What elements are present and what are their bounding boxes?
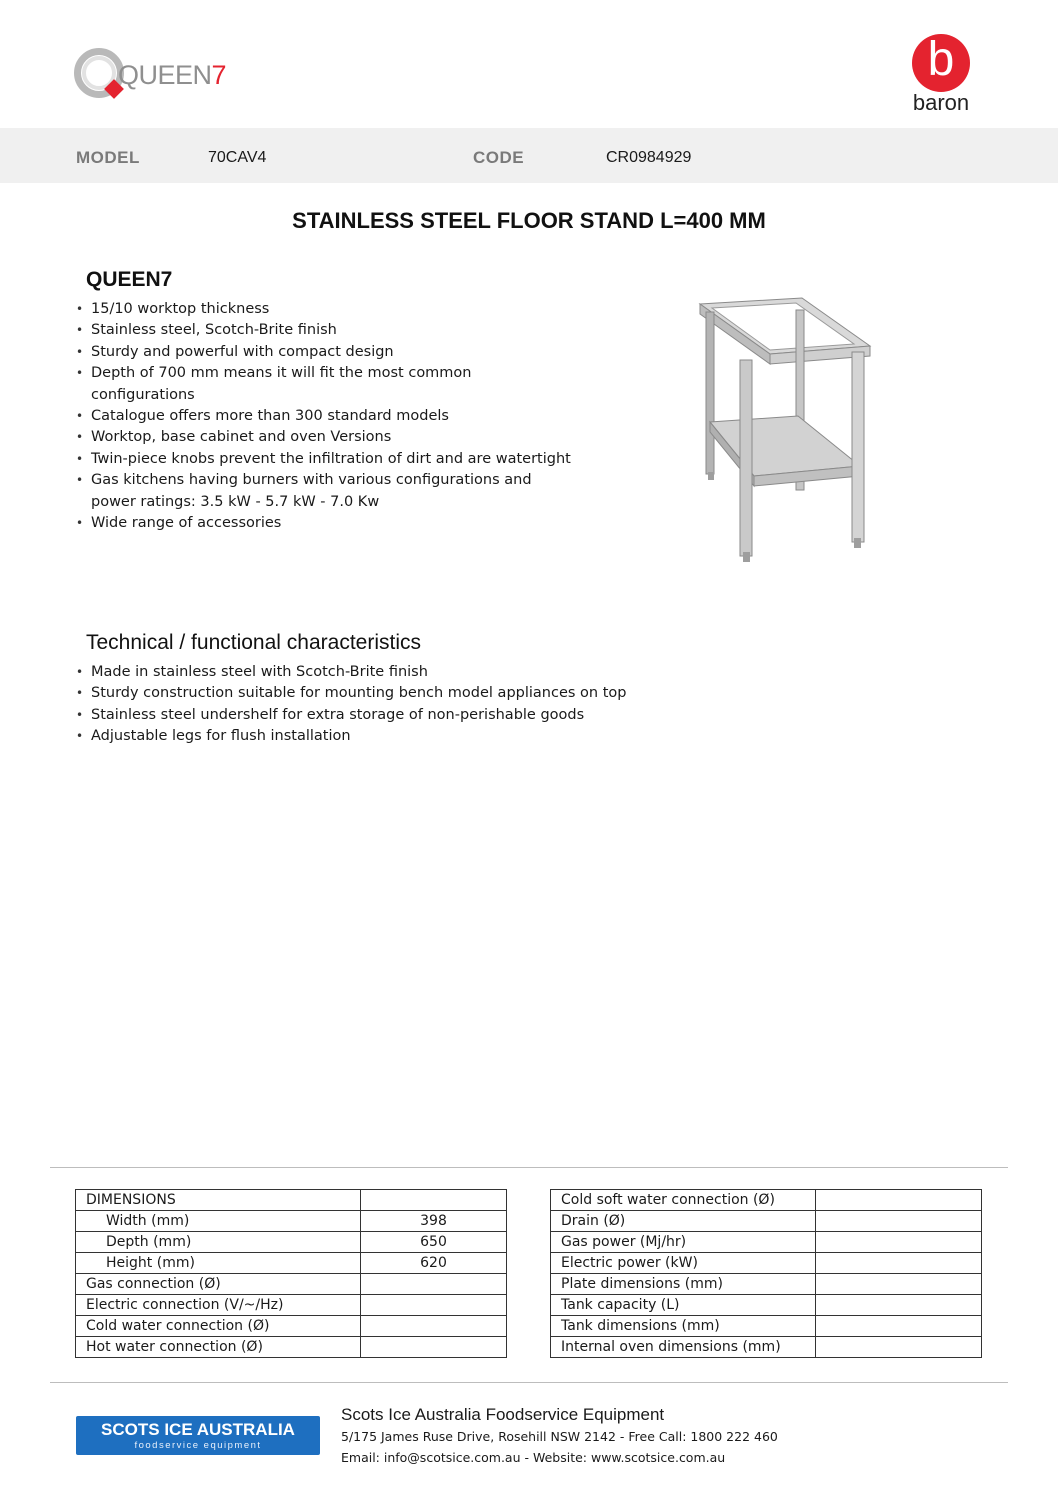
code-label: CODE bbox=[473, 148, 525, 167]
spec-label: DIMENSIONS bbox=[76, 1190, 361, 1211]
baron-logo-word: baron bbox=[912, 90, 970, 115]
spec-label: Drain (Ø) bbox=[551, 1211, 816, 1232]
table-row bbox=[76, 1232, 507, 1253]
table-row bbox=[76, 1190, 507, 1211]
model-bar bbox=[0, 128, 1058, 183]
spec-value bbox=[816, 1316, 982, 1337]
spec-label: Cold soft water connection (Ø) bbox=[551, 1190, 816, 1211]
spec-value: 398 bbox=[361, 1211, 507, 1232]
floor-stand-image bbox=[690, 290, 880, 570]
footer-company: Scots Ice Australia Foodservice Equipment bbox=[341, 1405, 665, 1424]
table-row bbox=[76, 1253, 507, 1274]
table-row bbox=[76, 1316, 507, 1337]
spec-value bbox=[816, 1337, 982, 1358]
list-item: • Made in stainless steel with Scotch-Brite finish bbox=[75, 662, 715, 683]
model-label: MODEL bbox=[76, 148, 140, 167]
spec-value bbox=[816, 1274, 982, 1295]
spec-value bbox=[361, 1316, 507, 1337]
spec-label: Tank capacity (L) bbox=[551, 1295, 816, 1316]
list-item: • 15/10 worktop thickness bbox=[75, 299, 575, 320]
divider-top bbox=[50, 1167, 1008, 1168]
technical-heading: Technical / functional characteristics bbox=[86, 631, 421, 654]
table-row bbox=[76, 1337, 507, 1358]
spec-label: Cold water connection (Ø) bbox=[76, 1316, 361, 1337]
spec-label: Tank dimensions (mm) bbox=[551, 1316, 816, 1337]
queen-logo-word: QUEEN bbox=[118, 60, 212, 90]
spec-value bbox=[816, 1211, 982, 1232]
list-item: • Depth of 700 mm means it will fit the most common configurations bbox=[75, 363, 575, 406]
divider-bottom bbox=[50, 1382, 1008, 1383]
spec-value bbox=[361, 1274, 507, 1295]
baron-logo bbox=[906, 32, 980, 116]
spec-label: Width (mm) bbox=[76, 1211, 361, 1232]
spec-value bbox=[361, 1190, 507, 1211]
spec-value bbox=[816, 1253, 982, 1274]
table-row bbox=[551, 1316, 982, 1337]
features-list bbox=[75, 299, 575, 534]
footer-contact: Email: info@scotsice.com.au - Website: www.scotsice.com.au bbox=[341, 1450, 726, 1465]
scots-ice-logo bbox=[76, 1416, 320, 1455]
scots-ice-logo-main: SCOTS ICE AUSTRALIA bbox=[101, 1420, 295, 1439]
spec-label: Hot water connection (Ø) bbox=[76, 1337, 361, 1358]
spec-value bbox=[816, 1295, 982, 1316]
list-item: • Sturdy construction suitable for mounting bench model appliances on top bbox=[75, 683, 715, 704]
table-row bbox=[551, 1295, 982, 1316]
model-value: 70CAV4 bbox=[208, 149, 267, 166]
spec-value bbox=[816, 1190, 982, 1211]
queen7-logo bbox=[74, 46, 234, 106]
scots-ice-logo-sub: foodservice equipment bbox=[134, 1440, 262, 1451]
document-title: STAINLESS STEEL FLOOR STAND L=400 MM bbox=[292, 208, 766, 233]
spec-label: Internal oven dimensions (mm) bbox=[551, 1337, 816, 1358]
spec-value: 620 bbox=[361, 1253, 507, 1274]
table-row bbox=[551, 1253, 982, 1274]
technical-list bbox=[75, 662, 715, 748]
queen-logo-text bbox=[118, 60, 226, 91]
spec-label: Electric connection (V/~/Hz) bbox=[76, 1295, 361, 1316]
table-row bbox=[76, 1211, 507, 1232]
list-item: • Stainless steel undershelf for extra storage of non-perishable goods bbox=[75, 705, 715, 726]
spec-label: Depth (mm) bbox=[76, 1232, 361, 1253]
list-item: • Wide range of accessories bbox=[75, 513, 575, 534]
table-row bbox=[551, 1337, 982, 1358]
table-row bbox=[551, 1211, 982, 1232]
list-item: • Worktop, base cabinet and oven Versions bbox=[75, 427, 575, 448]
specs-table-right bbox=[550, 1189, 982, 1358]
footer-address: 5/175 James Ruse Drive, Rosehill NSW 2142 - Free Call: 1800 222 460 bbox=[341, 1429, 778, 1444]
table-row bbox=[76, 1274, 507, 1295]
list-item: • Stainless steel, Scotch-Brite finish bbox=[75, 320, 575, 341]
queen-logo-number: 7 bbox=[211, 60, 227, 90]
table-row bbox=[551, 1190, 982, 1211]
spec-label: Electric power (kW) bbox=[551, 1253, 816, 1274]
spec-label: Gas power (Mj/hr) bbox=[551, 1232, 816, 1253]
table-row bbox=[551, 1232, 982, 1253]
list-item: • Sturdy and powerful with compact design bbox=[75, 342, 575, 363]
list-item: • Twin-piece knobs prevent the infiltration of dirt and are watertight bbox=[75, 449, 575, 470]
spec-label: Gas connection (Ø) bbox=[76, 1274, 361, 1295]
spec-value bbox=[361, 1337, 507, 1358]
list-item: • Adjustable legs for flush installation bbox=[75, 726, 715, 747]
list-item: • Catalogue offers more than 300 standard models bbox=[75, 406, 575, 427]
code-value: CR0984929 bbox=[606, 149, 692, 166]
spec-value bbox=[816, 1232, 982, 1253]
spec-value bbox=[361, 1295, 507, 1316]
spec-label: Height (mm) bbox=[76, 1253, 361, 1274]
list-item: • Gas kitchens having burners with various configurations and power ratings: 3.5 kW - 5.7 kW - 7.0 Kw bbox=[75, 470, 575, 513]
specs-table-left bbox=[75, 1189, 507, 1358]
table-row bbox=[551, 1274, 982, 1295]
spec-label: Plate dimensions (mm) bbox=[551, 1274, 816, 1295]
spec-value: 650 bbox=[361, 1232, 507, 1253]
features-heading: QUEEN7 bbox=[86, 268, 173, 291]
table-row bbox=[76, 1295, 507, 1316]
baron-logo-letter: b bbox=[927, 33, 955, 86]
